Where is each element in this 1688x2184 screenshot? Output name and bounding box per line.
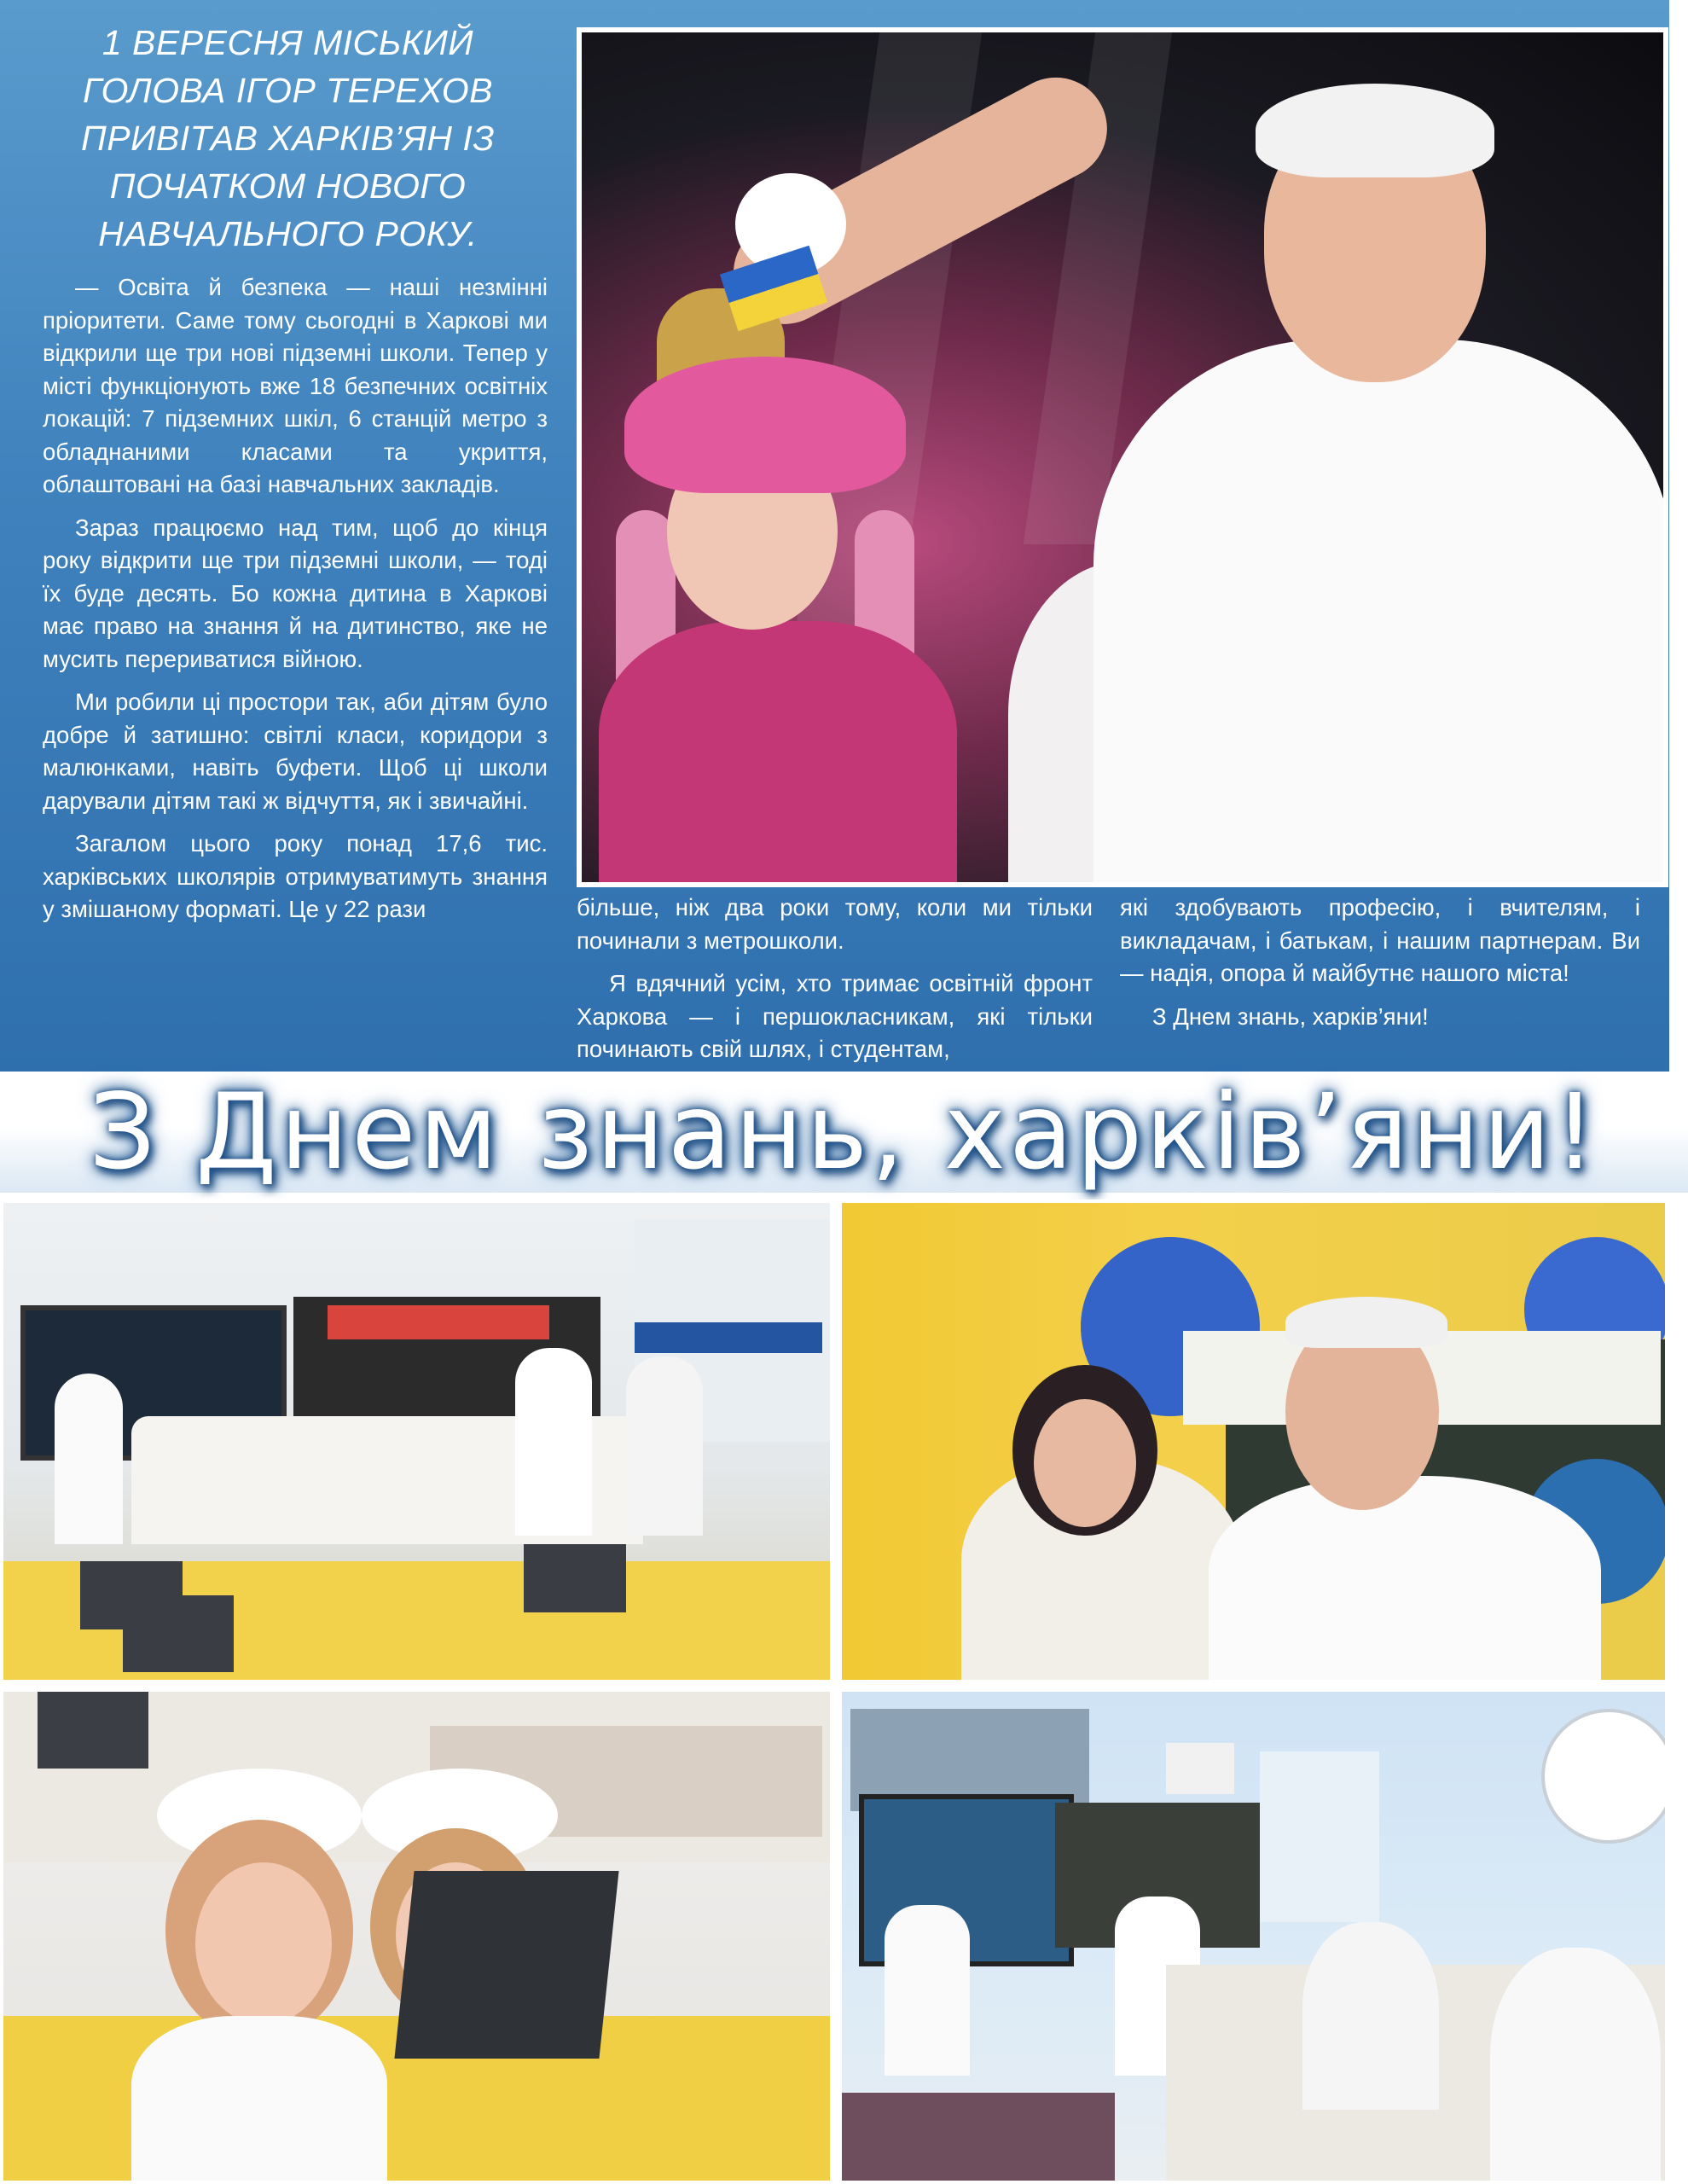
- laptop: [524, 1544, 626, 1612]
- girl-blouse: [131, 2016, 387, 2184]
- teacher-mayor-photo: [838, 1199, 1668, 1683]
- girl-costume: [599, 621, 957, 887]
- laptop: [38, 1692, 148, 1769]
- september-sign: [328, 1305, 549, 1339]
- poster-banner: [635, 1322, 822, 1353]
- mayor-figure: [515, 1348, 592, 1536]
- panel-edge: [1669, 0, 1688, 1072]
- mayor-hair: [1256, 84, 1494, 177]
- teacher-face: [1034, 1399, 1136, 1527]
- paragraph: Я вдячний усім, хто тримає освітній фронт Харкова — і першокласникам, які тільки починають свій шлях, і студентам,: [577, 970, 1093, 1062]
- girl-hat: [624, 357, 906, 493]
- student-figure: [1302, 1922, 1439, 2110]
- paragraph: — Освіта й безпека — наші незмінні пріоритети. Саме тому сьогодні в Харкові ми відкрили ще три нові підземні школи. Тепер у місті функціонують вже 18 безпечних освітніх локацій: 7 підземних шкіл, 6 станцій метро з обладнаними класами та укриття, облаштовані на базі навчальних закладів.: [43, 274, 548, 497]
- girls-laptops-photo: [0, 1688, 833, 2184]
- laptop: [123, 1595, 234, 1672]
- laptop: [394, 1871, 618, 2059]
- banner-title: З Днем знань, харків’яни!: [89, 1072, 1599, 1193]
- paragraph: Зараз працюємо над тим, щоб до кінця року відкрити ще три підземні школи, — тоді їх буде десять. Бо кожна дитина в Харкові має право на знання й на дитинство, яке не мусить перериватися війною.: [43, 514, 548, 672]
- career-poster: [1260, 1751, 1379, 1922]
- mayor-shirt: [1209, 1476, 1601, 1683]
- paragraph: З Днем знань, харків’яни!: [1152, 1002, 1429, 1030]
- man-figure: [626, 1356, 703, 1536]
- mayor-shirt: [1093, 340, 1668, 887]
- article-column-1: [43, 271, 548, 937]
- wall-clock: [1541, 1709, 1668, 1844]
- article-column-2: [577, 892, 1093, 1077]
- girl-face: [195, 1862, 332, 2024]
- teacher-figure: [885, 1905, 970, 2076]
- hero-photo: [577, 27, 1668, 887]
- paragraph: які здобувають професію, і вчителям, і викладачам, і батькам, і нашим партнерам. Ви — надія, опора й майбутнє нашого міста!: [1120, 894, 1640, 986]
- teacher-figure: [55, 1374, 123, 1544]
- classroom-lesson-photo: [838, 1688, 1668, 2184]
- student-figure: [1490, 1948, 1661, 2184]
- article-intro: 1 ВЕРЕСНЯ МІСЬКИЙ ГОЛОВА ІГОР ТЕРЕХОВ ПРИВІТАВ ХАРКІВ’ЯН ІЗ ПОЧАТКОМ НОВОГО НАВЧАЛЬНОГО РОКУ.: [81, 23, 495, 253]
- flowers: [842, 2093, 1115, 2184]
- mayor-hair: [1285, 1297, 1447, 1348]
- article-column-3: [1120, 892, 1640, 1043]
- classroom-group-photo: [0, 1199, 833, 1683]
- paragraph: більше, ніж два роки тому, коли ми тільки починали з метрошколи.: [577, 894, 1093, 954]
- paragraph: Ми робили ці простори так, аби дітям було добре й затишно: світлі класи, коридори з малюнками, навіть буфети. Щоб ці школи дарували дітям такі ж відчуття, як і звичайні.: [43, 688, 548, 814]
- paragraph: Загалом цього року понад 17,6 тис. харківських школярів отримуватимуть знання у змішаному форматі. Це у 22 рази: [43, 830, 548, 922]
- safe-school-logo: [1166, 1743, 1234, 1794]
